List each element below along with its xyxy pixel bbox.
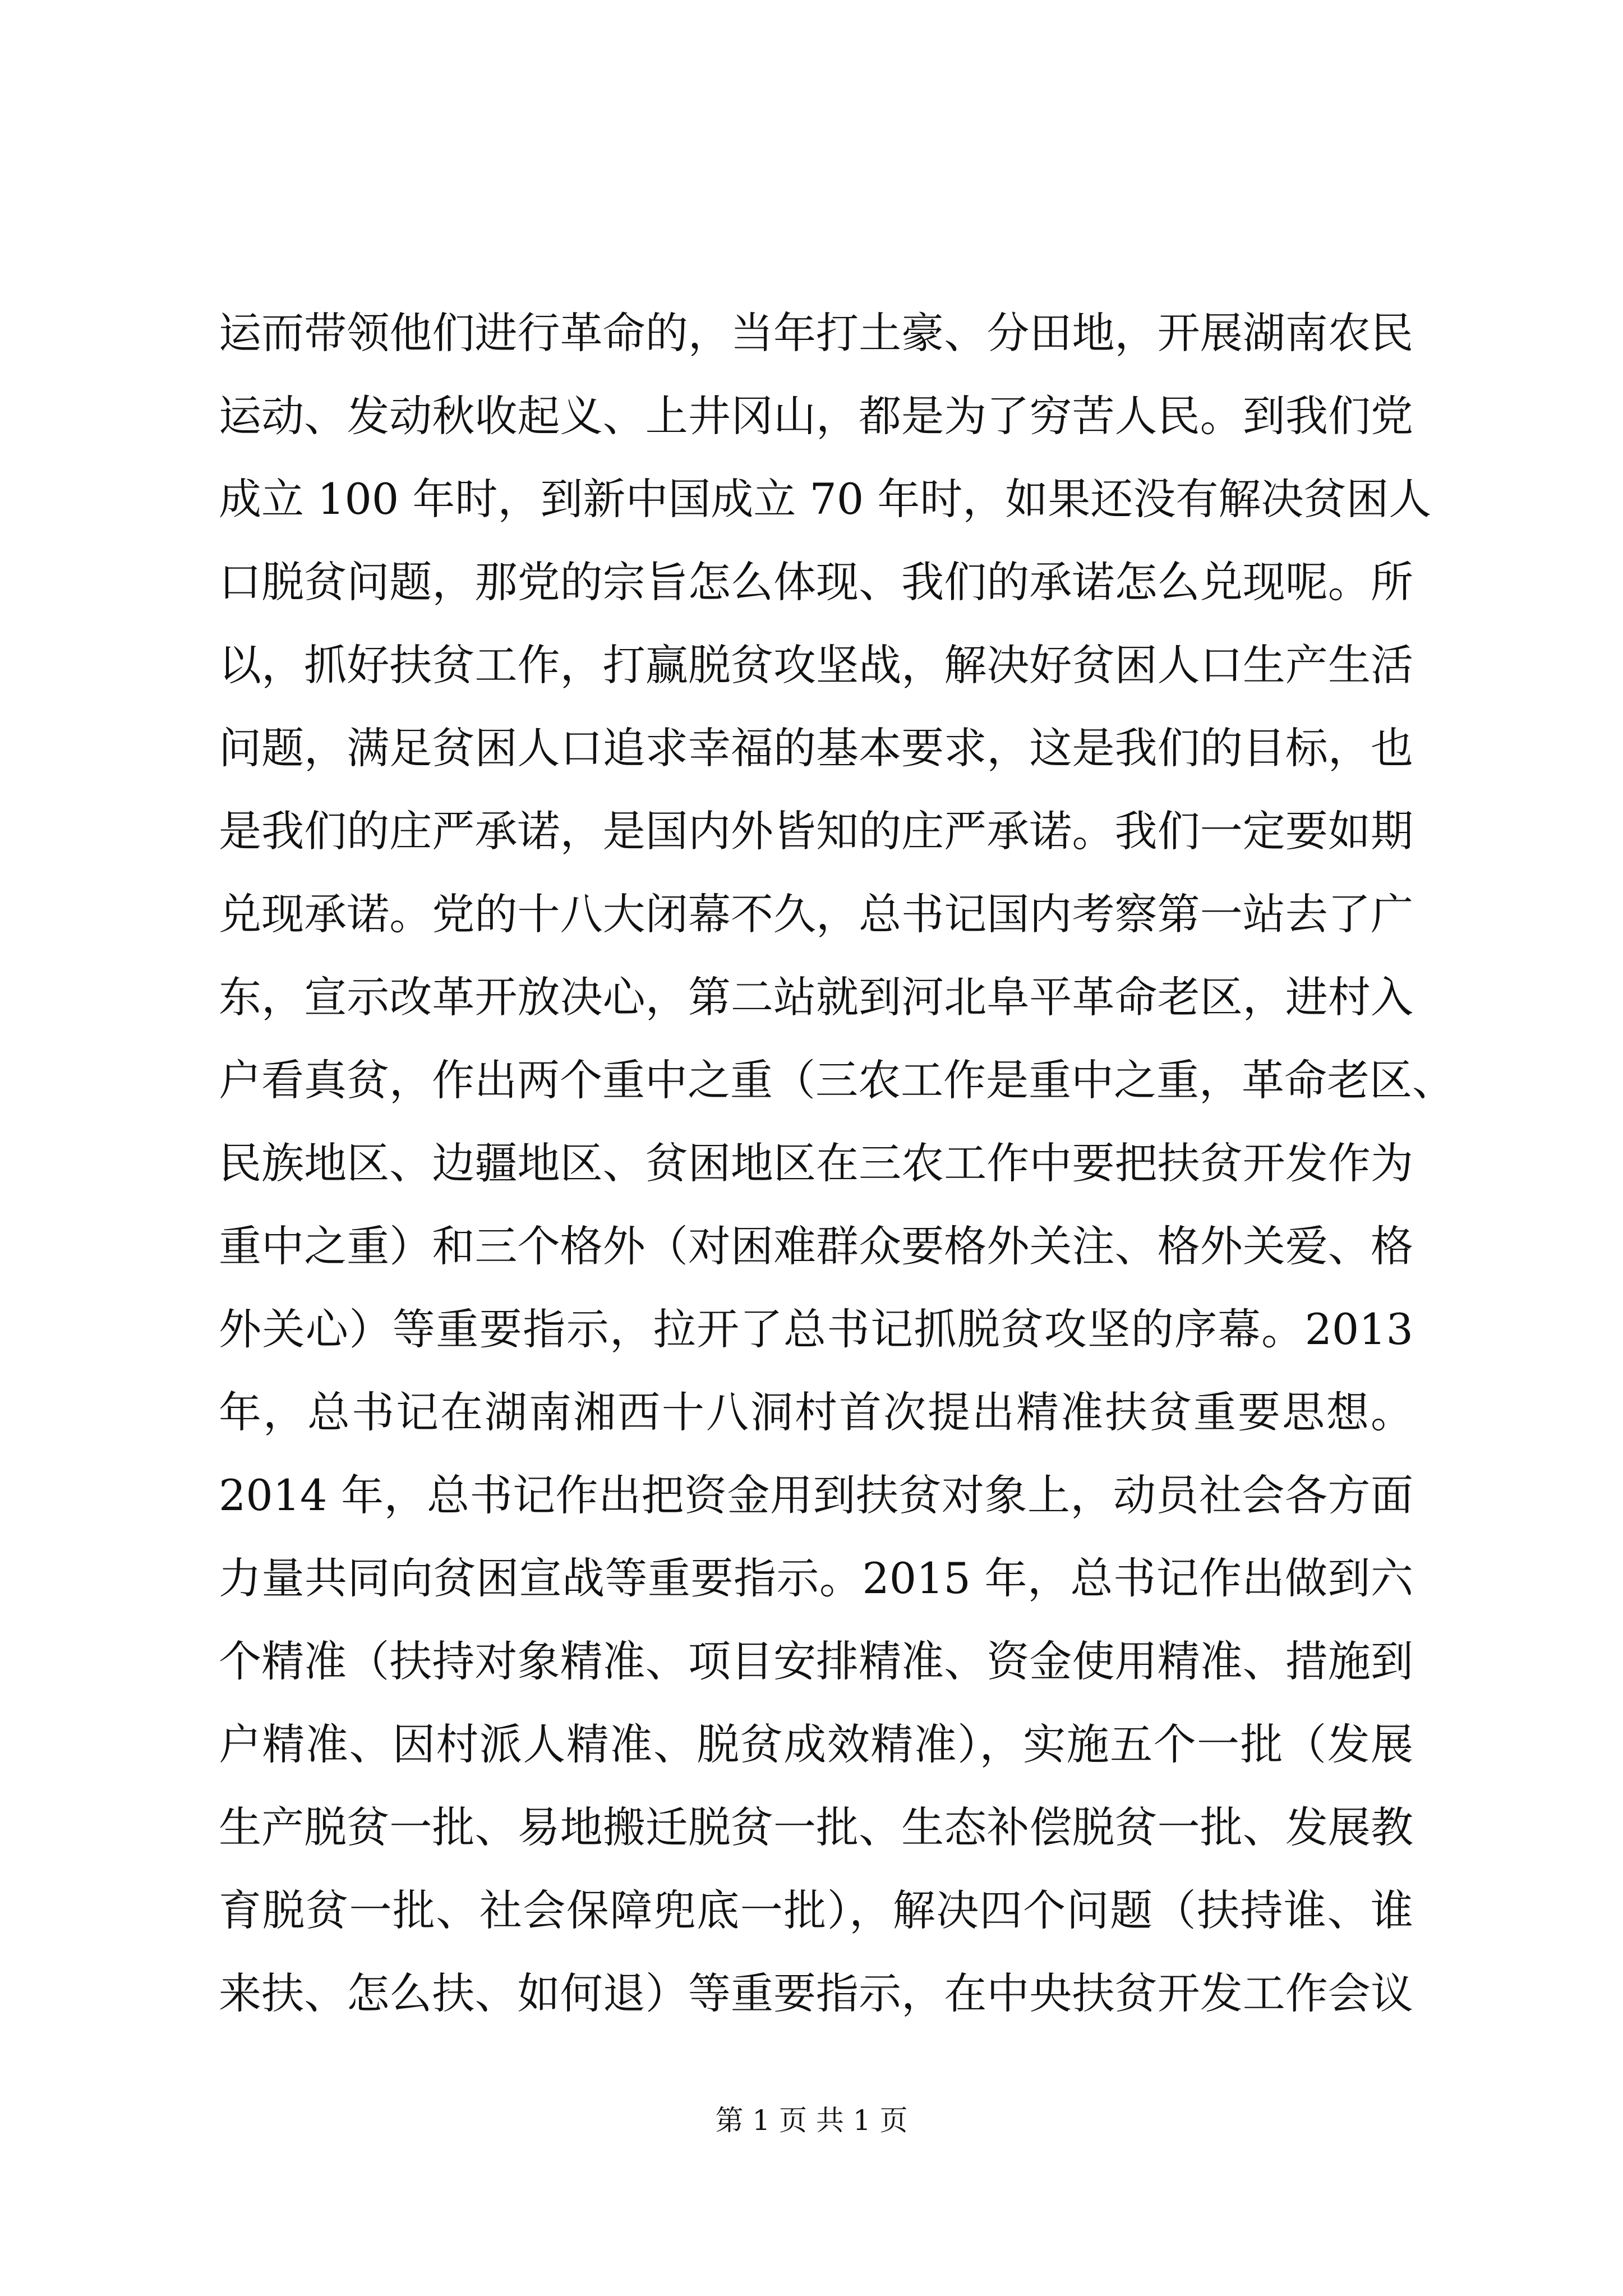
text-line: 是我们的庄严承诺，是国内外皆知的庄严承诺。我们一定要如期 xyxy=(219,806,1413,856)
text-line: 2014 年，总书记作出把资金用到扶贫对象上，动员社会各方面 xyxy=(219,1470,1413,1520)
page-footer xyxy=(0,2101,1623,2140)
text-line: 年，总书记在湖南湘西十八洞村首次提出精准扶贫重要思想。 xyxy=(219,1387,1413,1437)
text-line: 生产脱贫一批、易地搬迁脱贫一批、生态补偿脱贫一批、发展教 xyxy=(219,1802,1413,1852)
body-text xyxy=(219,292,1455,2035)
page-number-label: 第 1 页 共 1 页 xyxy=(715,2104,908,2137)
text-line: 运而带领他们进行革命的，当年打土豪、分田地，开展湖南农民 xyxy=(219,308,1413,358)
text-line: 成立 100 年时，到新中国成立 70 年时，如果还没有解决贫困人 xyxy=(219,474,1432,524)
text-line: 民族地区、边疆地区、贫困地区在三农工作中要把扶贫开发作为 xyxy=(219,1138,1413,1188)
text-line: 来扶、怎么扶、如何退）等重要指示，在中央扶贫开发工作会议 xyxy=(219,1968,1413,2018)
text-line: 运动、发动秋收起义、上井冈山，都是为了穷苦人民。到我们党 xyxy=(219,391,1413,441)
text-line: 外关心）等重要指示，拉开了总书记抓脱贫攻坚的序幕。2013 xyxy=(219,1304,1413,1354)
text-line: 口脱贫问题，那党的宗旨怎么体现、我们的承诺怎么兑现呢。所 xyxy=(219,557,1413,607)
text-line: 以，抓好扶贫工作，打赢脱贫攻坚战，解决好贫困人口生产生活 xyxy=(219,640,1413,690)
text-line: 户精准、因村派人精准、脱贫成效精准），实施五个一批（发展 xyxy=(219,1719,1413,1769)
text-line: 问题，满足贫困人口追求幸福的基本要求，这是我们的目标，也 xyxy=(219,723,1413,773)
text-line: 个精准（扶持对象精准、项目安排精准、资金使用精准、措施到 xyxy=(219,1636,1413,1686)
text-line: 兑现承诺。党的十八大闭幕不久，总书记国内考察第一站去了广 xyxy=(219,889,1413,939)
text-line: 东，宣示改革开放决心，第二站就到河北阜平革命老区，进村入 xyxy=(219,972,1413,1022)
text-line: 重中之重）和三个格外（对困难群众要格外关注、格外关爱、格 xyxy=(219,1221,1413,1271)
text-line: 户看真贫，作出两个重中之重（三农工作是重中之重，革命老区、 xyxy=(219,1055,1455,1105)
text-line: 育脱贫一批、社会保障兜底一批），解决四个问题（扶持谁、谁 xyxy=(219,1885,1413,1935)
text-line: 力量共同向贫困宣战等重要指示。2015 年，总书记作出做到六 xyxy=(219,1553,1413,1603)
